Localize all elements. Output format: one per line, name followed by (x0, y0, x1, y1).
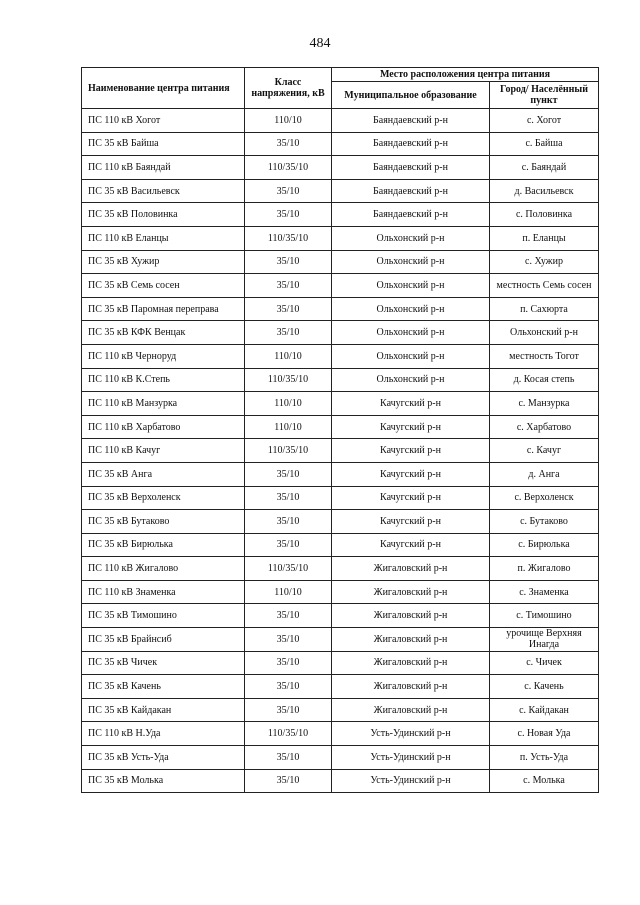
cell-voltage: 35/10 (245, 769, 332, 793)
table-row (82, 439, 599, 463)
cell-municipality: Качугский р-н (332, 415, 490, 439)
cell-settlement: с. Хогот (490, 109, 599, 133)
cell-settlement: с. Молька (490, 769, 599, 793)
table-row (82, 486, 599, 510)
cell-name: ПС 110 кВ Баяндай (82, 156, 245, 180)
cell-municipality: Качугский р-н (332, 486, 490, 510)
cell-name: ПС 35 кВ Молька (82, 769, 245, 793)
cell-settlement: с. Половинка (490, 203, 599, 227)
cell-voltage: 35/10 (245, 462, 332, 486)
cell-name: ПС 35 кВ Усть-Уда (82, 746, 245, 770)
header-location: Место расположения центра питания (332, 68, 599, 82)
cell-municipality: Баяндаевский р-н (332, 203, 490, 227)
cell-name: ПС 35 кВ Кайдакан (82, 698, 245, 722)
table-row (82, 462, 599, 486)
cell-name: ПС 35 кВ Паромная переправа (82, 297, 245, 321)
cell-voltage: 35/10 (245, 132, 332, 156)
cell-name: ПС 35 кВ Семь сосен (82, 274, 245, 298)
cell-settlement: с. Верхоленск (490, 486, 599, 510)
cell-voltage: 110/35/10 (245, 368, 332, 392)
table-row (82, 344, 599, 368)
cell-voltage: 35/10 (245, 203, 332, 227)
table-row (82, 321, 599, 345)
table-row (82, 557, 599, 581)
table-row (82, 722, 599, 746)
cell-name: ПС 35 кВ Байша (82, 132, 245, 156)
cell-name: ПС 35 кВ Чичек (82, 651, 245, 675)
cell-voltage: 35/10 (245, 651, 332, 675)
cell-municipality: Ольхонский р-н (332, 297, 490, 321)
table-row (82, 274, 599, 298)
cell-municipality: Качугский р-н (332, 392, 490, 416)
cell-voltage: 110/10 (245, 109, 332, 133)
cell-municipality: Жигаловский р-н (332, 651, 490, 675)
cell-settlement: с. Качень (490, 675, 599, 699)
cell-municipality: Ольхонский р-н (332, 321, 490, 345)
cell-municipality: Качугский р-н (332, 439, 490, 463)
cell-name: ПС 110 кВ К.Степь (82, 368, 245, 392)
table-row (82, 156, 599, 180)
cell-settlement: д. Васильевск (490, 179, 599, 203)
cell-voltage: 35/10 (245, 486, 332, 510)
cell-settlement: с. Байша (490, 132, 599, 156)
cell-settlement: Ольхонский р-н (490, 321, 599, 345)
cell-name: ПС 35 кВ Тимошино (82, 604, 245, 628)
cell-name: ПС 35 кВ Верхоленск (82, 486, 245, 510)
cell-settlement: урочище Верхняя Инагда (490, 628, 599, 652)
cell-settlement: с. Кайдакан (490, 698, 599, 722)
cell-settlement: д. Косая степь (490, 368, 599, 392)
header-municipality: Муниципальное образование (332, 82, 490, 109)
cell-name: ПС 110 кВ Хогот (82, 109, 245, 133)
cell-voltage: 35/10 (245, 179, 332, 203)
header-voltage: Класс напряжения, кВ (245, 68, 332, 109)
table-body (82, 109, 599, 793)
cell-settlement: с. Тимошино (490, 604, 599, 628)
cell-settlement: с. Знаменка (490, 580, 599, 604)
cell-name: ПС 110 кВ Знаменка (82, 580, 245, 604)
cell-name: ПС 110 кВ Жигалово (82, 557, 245, 581)
cell-voltage: 35/10 (245, 321, 332, 345)
table-row (82, 368, 599, 392)
cell-municipality: Ольхонский р-н (332, 250, 490, 274)
cell-name: ПС 110 кВ Еланцы (82, 226, 245, 250)
cell-municipality: Жигаловский р-н (332, 675, 490, 699)
cell-voltage: 110/10 (245, 415, 332, 439)
cell-voltage: 35/10 (245, 675, 332, 699)
cell-name: ПС 110 кВ Н.Уда (82, 722, 245, 746)
cell-municipality: Жигаловский р-н (332, 580, 490, 604)
cell-municipality: Ольхонский р-н (332, 274, 490, 298)
table-row (82, 580, 599, 604)
cell-settlement: п. Жигалово (490, 557, 599, 581)
cell-voltage: 35/10 (245, 604, 332, 628)
header-name: Наименование центра питания (82, 68, 245, 109)
table-row (82, 698, 599, 722)
cell-name: ПС 35 кВ Половинка (82, 203, 245, 227)
cell-settlement: д. Анга (490, 462, 599, 486)
table-row (82, 250, 599, 274)
cell-name: ПС 35 кВ Анга (82, 462, 245, 486)
cell-name: ПС 35 кВ Бирюлька (82, 533, 245, 557)
cell-voltage: 35/10 (245, 510, 332, 534)
cell-name: ПС 35 кВ Качень (82, 675, 245, 699)
cell-name: ПС 110 кВ Харбатово (82, 415, 245, 439)
table-row (82, 510, 599, 534)
cell-municipality: Ольхонский р-н (332, 226, 490, 250)
cell-municipality: Усть-Удинский р-н (332, 746, 490, 770)
cell-voltage: 110/35/10 (245, 722, 332, 746)
cell-municipality: Усть-Удинский р-н (332, 769, 490, 793)
cell-settlement: с. Манзурка (490, 392, 599, 416)
table-row (82, 297, 599, 321)
cell-name: ПС 110 кВ Качуг (82, 439, 245, 463)
table-row (82, 769, 599, 793)
cell-settlement: местность Тогот (490, 344, 599, 368)
cell-voltage: 35/10 (245, 274, 332, 298)
table-row (82, 651, 599, 675)
cell-voltage: 110/35/10 (245, 226, 332, 250)
cell-voltage: 35/10 (245, 628, 332, 652)
table-row (82, 675, 599, 699)
cell-settlement: с. Бутаково (490, 510, 599, 534)
cell-voltage: 110/35/10 (245, 156, 332, 180)
cell-voltage: 110/35/10 (245, 439, 332, 463)
cell-settlement: с. Бирюлька (490, 533, 599, 557)
table-row (82, 746, 599, 770)
cell-municipality: Качугский р-н (332, 510, 490, 534)
cell-voltage: 35/10 (245, 698, 332, 722)
cell-name: ПС 35 кВ Бутаково (82, 510, 245, 534)
table-row (82, 226, 599, 250)
cell-settlement: с. Новая Уда (490, 722, 599, 746)
table-row (82, 109, 599, 133)
cell-municipality: Жигаловский р-н (332, 604, 490, 628)
cell-settlement: п. Усть-Уда (490, 746, 599, 770)
cell-name: ПС 35 кВ Васильевск (82, 179, 245, 203)
cell-municipality: Качугский р-н (332, 533, 490, 557)
cell-voltage: 110/35/10 (245, 557, 332, 581)
table-row (82, 415, 599, 439)
cell-voltage: 110/10 (245, 392, 332, 416)
cell-municipality: Усть-Удинский р-н (332, 722, 490, 746)
cell-settlement: с. Чичек (490, 651, 599, 675)
header-settlement: Город/ Населённый пункт (490, 82, 599, 109)
table-row (82, 392, 599, 416)
table-row (82, 628, 599, 652)
table-row (82, 533, 599, 557)
cell-municipality: Баяндаевский р-н (332, 132, 490, 156)
cell-municipality: Качугский р-н (332, 462, 490, 486)
page-number: 484 (309, 36, 331, 51)
cell-municipality: Жигаловский р-н (332, 628, 490, 652)
cell-municipality: Жигаловский р-н (332, 557, 490, 581)
cell-municipality: Баяндаевский р-н (332, 156, 490, 180)
cell-settlement: п. Сахюрта (490, 297, 599, 321)
power-centers-table (81, 67, 599, 793)
table-row (82, 179, 599, 203)
cell-municipality: Ольхонский р-н (332, 344, 490, 368)
cell-name: ПС 110 кВ Черноруд (82, 344, 245, 368)
cell-municipality: Жигаловский р-н (332, 698, 490, 722)
cell-voltage: 35/10 (245, 297, 332, 321)
cell-name: ПС 35 кВ Хужир (82, 250, 245, 274)
cell-settlement: с. Хужир (490, 250, 599, 274)
table-row (82, 132, 599, 156)
cell-voltage: 110/10 (245, 580, 332, 604)
cell-municipality: Баяндаевский р-н (332, 179, 490, 203)
cell-municipality: Баяндаевский р-н (332, 109, 490, 133)
cell-settlement: с. Харбатово (490, 415, 599, 439)
cell-voltage: 110/10 (245, 344, 332, 368)
table-row (82, 604, 599, 628)
cell-settlement: с. Баяндай (490, 156, 599, 180)
cell-voltage: 35/10 (245, 250, 332, 274)
cell-settlement: с. Качуг (490, 439, 599, 463)
table-row (82, 203, 599, 227)
cell-voltage: 35/10 (245, 533, 332, 557)
cell-settlement: местность Семь сосен (490, 274, 599, 298)
cell-name: ПС 35 кВ КФК Венцак (82, 321, 245, 345)
cell-voltage: 35/10 (245, 746, 332, 770)
cell-municipality: Ольхонский р-н (332, 368, 490, 392)
cell-name: ПС 110 кВ Манзурка (82, 392, 245, 416)
cell-settlement: п. Еланцы (490, 226, 599, 250)
cell-name: ПС 35 кВ Брайнсиб (82, 628, 245, 652)
